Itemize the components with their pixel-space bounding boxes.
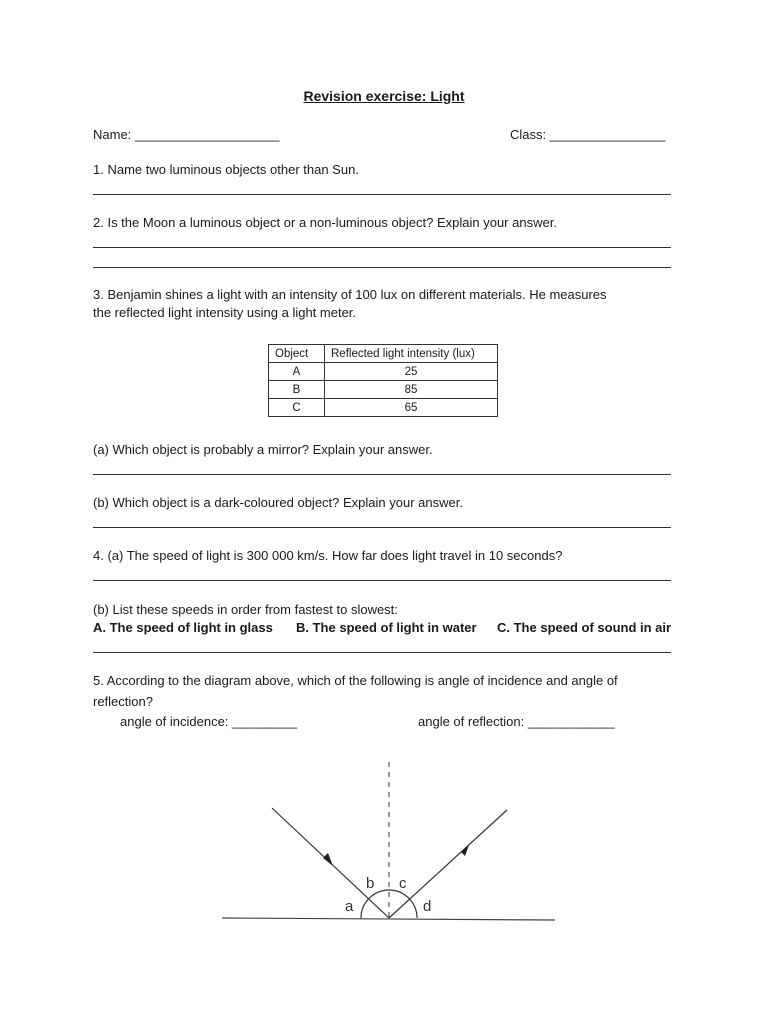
table-header-intensity: Reflected light intensity (lux) [325,345,498,363]
answer-line [93,580,671,581]
class-field-label: Class: ________________ [510,127,666,142]
question-3-line-2: the reflected light intensity using a light meter. [93,305,357,320]
table-cell-object: C [269,399,325,417]
question-1: 1. Name two luminous objects other than Sun. [93,162,359,177]
question-3b: (b) Which object is a dark-coloured object? Explain your answer. [93,495,463,510]
answer-line [93,247,671,248]
question-5-line-1: 5. According to the diagram above, which of the following is angle of incidence and angle of [93,673,618,688]
question-4a: 4. (a) The speed of light is 300 000 km/s. How far does light travel in 10 seconds? [93,548,563,563]
incident-arrow-icon [323,853,333,866]
table-cell-value: 85 [325,381,498,399]
name-field-label: Name: ____________________ [93,127,280,142]
label-c: c [399,875,407,892]
question-2: 2. Is the Moon a luminous object or a non-luminous object? Explain your answer. [93,215,557,230]
question-4b: (b) List these speeds in order from fastest to slowest: [93,602,398,617]
table-cell-value: 65 [325,399,498,417]
table-row [269,381,498,399]
angle-of-incidence-blank: angle of incidence: _________ [120,714,298,729]
option-c: C. The speed of sound in air [497,620,672,635]
option-b: B. The speed of light in water [296,620,477,635]
table-cell-object: A [269,363,325,381]
page-title: Revision exercise: Light [303,88,465,104]
table-cell-value: 25 [325,363,498,381]
table-row [269,399,498,417]
reflected-ray [389,810,507,918]
label-b: b [366,875,375,892]
answer-line [93,652,671,653]
question-3a: (a) Which object is probably a mirror? Explain your answer. [93,442,433,457]
question-3-line-1: 3. Benjamin shines a light with an intensity of 100 lux on different materials. He measures [93,287,607,302]
answer-line [93,474,671,475]
label-d: d [423,898,432,915]
label-a: a [345,898,354,915]
option-a: A. The speed of light in glass [93,620,273,635]
answer-line [93,527,671,528]
angle-of-reflection-blank: angle of reflection: ____________ [418,714,615,729]
reflected-light-table [268,344,498,417]
table-row [269,363,498,381]
table-header-object: Object [269,345,325,363]
table-header-row [269,345,498,363]
question-5-line-2: reflection? [93,694,153,709]
answer-line [93,194,671,195]
table-cell-object: B [269,381,325,399]
answer-line [93,267,671,268]
reflection-diagram [0,750,768,950]
